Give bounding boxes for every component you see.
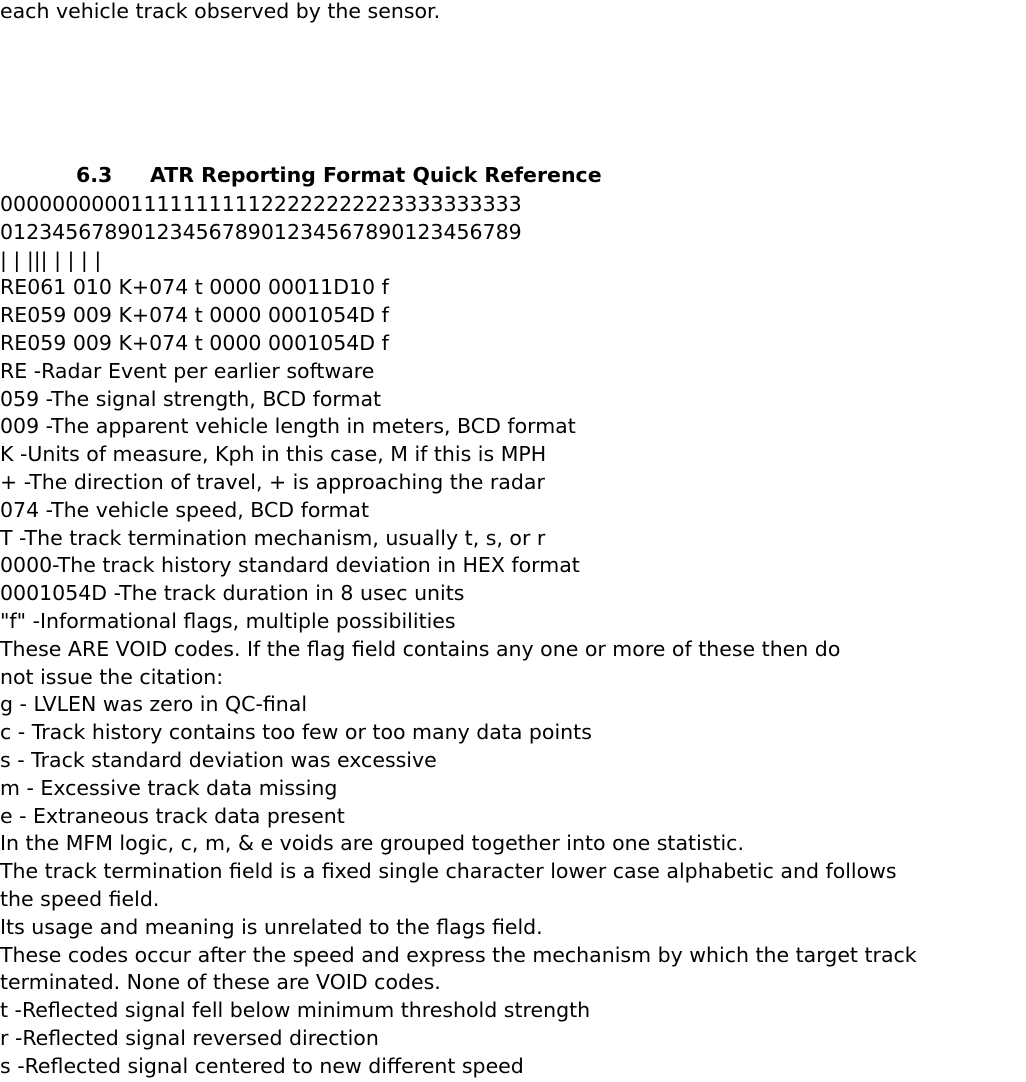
termination-code-item: r -Reflected signal reversed direction [0,1025,379,1050]
paragraph-line: The track termination field is a fixed single character lower case alphabetic and follows [0,859,897,884]
field-definition: + -The direction of travel, + is approaching the radar [0,469,545,494]
field-definition: 0001054D -The track duration in 8 usec units [0,581,465,606]
field-definition: K -Units of measure, Kph in this case, M if this is MPH [0,442,547,467]
paragraph-line: the speed field. [0,886,160,911]
field-definition: 059 -The signal strength, BCD format [0,386,382,411]
field-definition: 074 -The vehicle speed, BCD format [0,497,370,522]
void-code-item: e - Extraneous track data present [0,803,345,828]
paragraph-line: not issue the citation: [0,664,224,689]
field-definition: 009 -The apparent vehicle length in meters, BCD format [0,414,576,439]
paragraph-line: These ARE VOID codes. If the flag field contains any one or more of these then do [0,636,841,661]
paragraph-line: These codes occur after the speed and express the mechanism by which the target track [0,942,917,967]
sample-record: RE059 009 K+074 t 0000 0001054D f [0,303,389,328]
termination-code-item: t -Reflected signal fell below minimum threshold strength [0,998,591,1023]
sample-record: RE061 010 K+074 t 0000 00011D10 f [0,275,389,300]
column-ruler-units: 0123456789012345678901234567890123456789 [0,219,522,244]
void-code-item: s - Track standard deviation was excessive [0,747,437,772]
column-ruler-tens: 0000000000111111111122222222223333333333 [0,192,522,216]
sample-record: RE059 009 K+074 t 0000 0001054D f [0,330,389,355]
void-code-item: m - Excessive track data missing [0,775,338,800]
field-definition: T -The track termination mechanism, usually t, s, or r [0,525,546,550]
paragraph-line: terminated. None of these are VOID codes. [0,970,441,995]
void-code-item: c - Track history contains too few or too many data points [0,720,592,745]
section-number: 6.3 [76,163,113,187]
field-definition: RE -Radar Event per earlier software [0,358,375,383]
section-title: ATR Reporting Format Quick Reference [150,163,602,187]
paragraph-line: Its usage and meaning is unrelated to the flags field. [0,914,543,939]
intro-text: each vehicle track observed by the sensor. [0,0,441,23]
termination-code-item: s -Reflected signal centered to new different speed [0,1053,524,1078]
field-definition: 0000-The track history standard deviation in HEX format [0,553,580,578]
field-definition: "f" -Informational flags, multiple possibilities [0,608,456,633]
paragraph-line: In the MFM logic, c, m, & e voids are grouped together into one statistic. [0,831,744,856]
reference-body [0,191,1026,1081]
void-code-item: g - LVLEN was zero in QC-final [0,692,308,717]
section-heading [76,163,602,187]
field-marker-line: | | ||| | | | | [0,247,102,272]
